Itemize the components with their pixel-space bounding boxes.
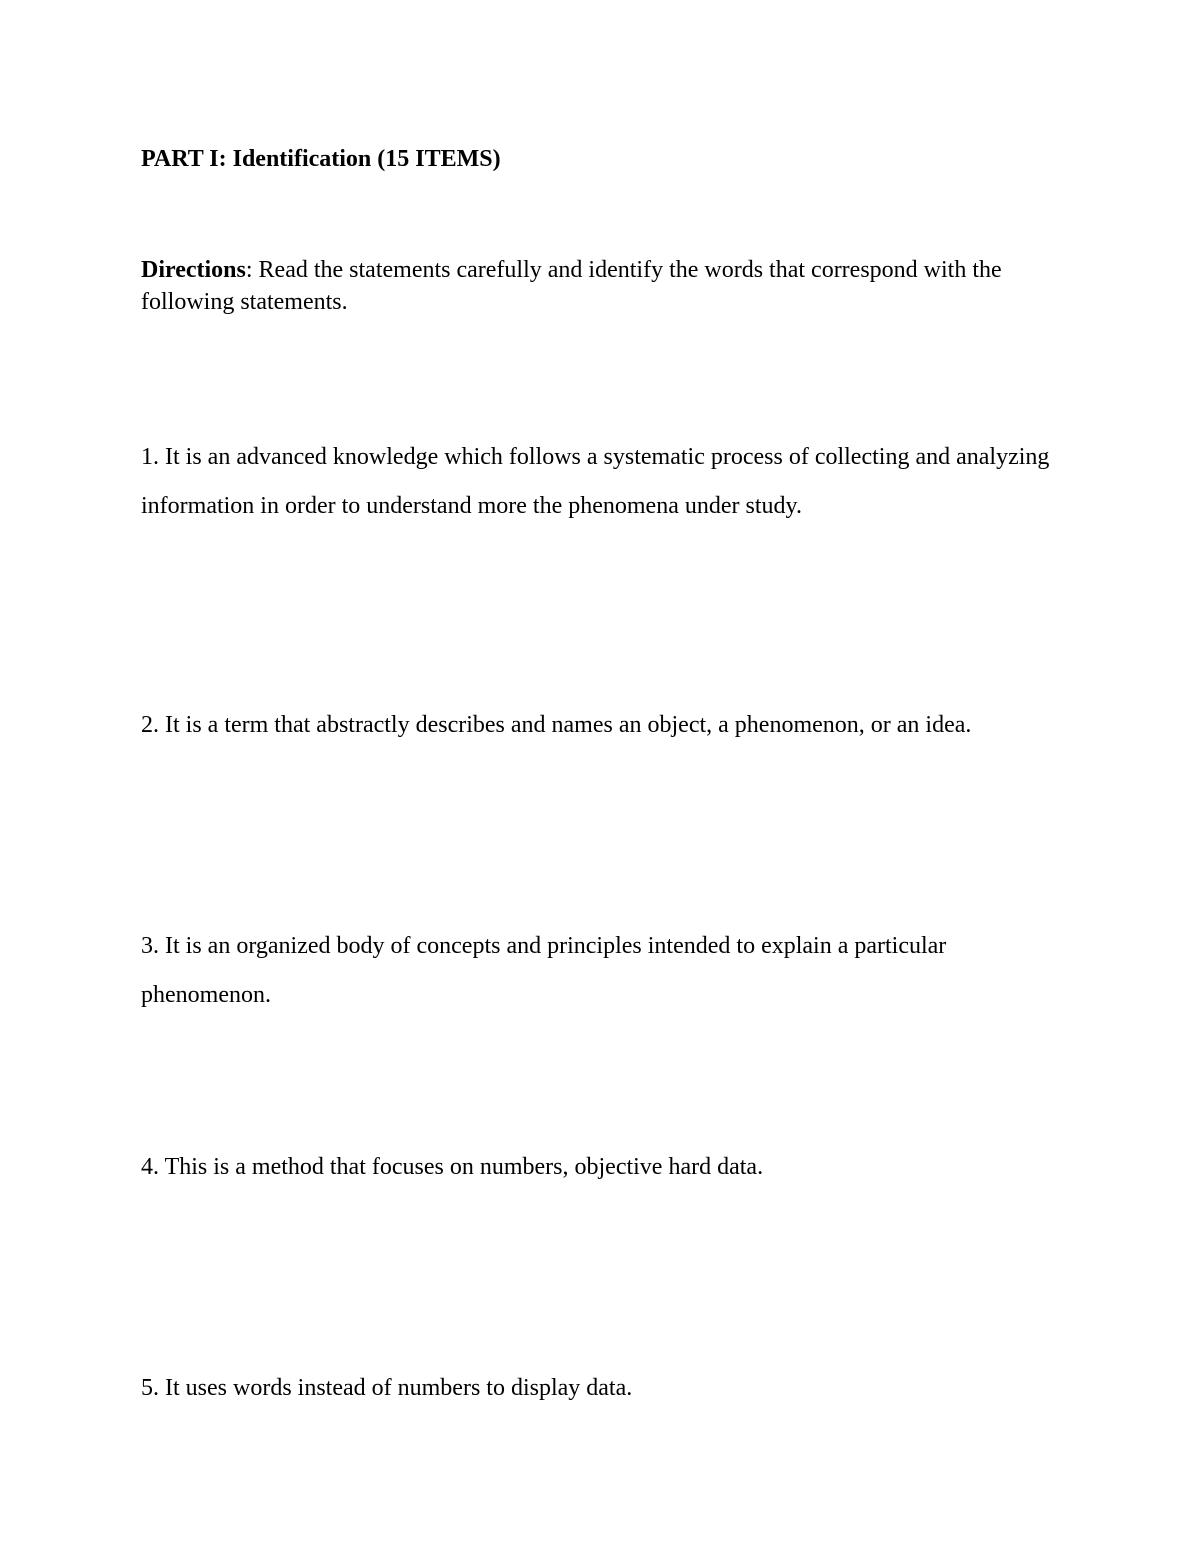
question-item-4: 4. This is a method that focuses on numbers, objective hard data. <box>141 1154 764 1180</box>
question-item-3: 3. It is an organized body of concepts and principles intended to explain a particular phenomenon. <box>141 933 947 1008</box>
part-heading: PART I: Identification (15 ITEMS) <box>141 146 501 172</box>
directions-text: : Read the statements carefully and identify the words that correspond with the following statements. <box>141 257 1002 315</box>
question-item-2: 2. It is a term that abstractly describes and names an object, a phenomenon, or an idea. <box>141 712 972 738</box>
directions-paragraph <box>141 254 1061 318</box>
directions-label: Directions <box>141 257 246 283</box>
question-item-1: 1. It is an advanced knowledge which follows a systematic process of collecting and analyzing information in order to understand more the phenomena under study. <box>141 444 1050 519</box>
question-item-5: 5. It uses words instead of numbers to display data. <box>141 1375 633 1401</box>
